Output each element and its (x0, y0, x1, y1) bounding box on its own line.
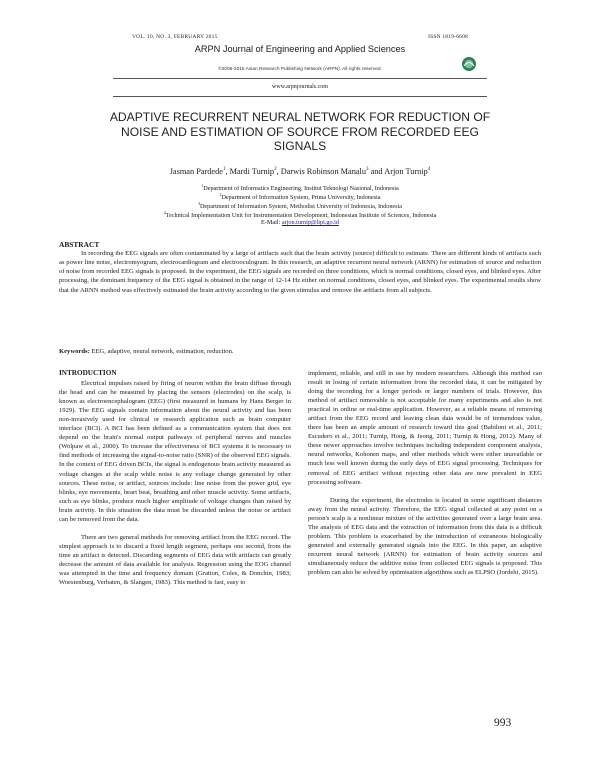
affiliation-sup: 2 (219, 192, 222, 197)
right-column (308, 369, 542, 577)
author-sup: 4 (427, 167, 431, 173)
abstract-text: In recording the EEG signals are often contaminated by a large of artifacts such that the brain activity (source) difficult to estimate. There are different kinds of artifacts such as power line noise, electromyogram, electrocardiogram and electrooculogram. In this research, an adaptive recurrent neural network (ARNN) for estimation of source and reduction of noise from recorded EEG signals is proposed. In the experiment, the EEG signals are recorded on three conditions, which is normal conditions, closed eyes, and blinked eyes. After processing, the dominant frequency of the EEG signal is obtained in the range of 12-14 Hz either on normal conditions, closed eyes, and blinked eyes. The experimental results show that the ARNN method was effectively estimated the brain activity according to the given stimulus and remove the artifacts from all subjects. (59, 250, 541, 294)
body-paragraph: implement, reliable, and still in use by modern researchers. Although this method can result in losing of certain information from the recorded data, it can be mitigated by doing the recording for a longer periods or larger numbers of trials. However, this method of artifact removable is not acceptable for many experiments and also is not practical in online or real-time application. However, as a reliable means of removing artifact from the EEG record and leaving clean data would be of tremendous value, there has been an ample amount of research toward this goal (Babiloni et al., 2011; Escudero et al., 2011; Turnip, Hong, & Jeong, 2011; Turnip & Hong, 2012). Many of these newer approaches involve techniques including independent component analysis, neural networks, Kohonen maps, and other methods which were either unavailable or much less well known during the early days of EEG signal processing. Techniques for removal of EEG artifact without rejecting other data are now prevalent in EEG processing software. (308, 370, 542, 486)
affiliation-sup: 1 (201, 183, 204, 188)
header-divider (113, 78, 487, 79)
affiliation-sup: 4 (163, 210, 166, 215)
author-name: Mardi Turnip (229, 167, 275, 176)
email-label: E-Mail: (261, 219, 281, 226)
author-name: Arjon Turnip (384, 167, 428, 176)
affiliation-sup: 3 (197, 201, 200, 206)
affiliation-text: Department of Information System, Methodist University of Indonesia, Indonesia (199, 203, 403, 211)
author-name: Jasman Pardede (169, 167, 223, 176)
author-list: Jasman Pardede$^1$, Mardi Turnip$^2$, Darwis Robinson Manalu$^3$ and Arjon Turnip$^4$ (169, 167, 431, 176)
affiliation-text: Department of Informatics Engineering, Institut Teknologi Nasional, Indonesia (203, 185, 399, 193)
author-sup: 1 (222, 167, 226, 173)
keywords-label: Keywords: (59, 348, 90, 355)
volume-info: VOL. 10, NO. 3, FEBRUARY 2015 (132, 34, 218, 40)
body-paragraph: Electrical impulses raised by firing of neuron within the brain diffuse through the head and can be measured by placing the sensors (electrodes) on the scalp, is known as electroencephalogram (EEG) (first measured in humans by Hans Berger in 1929). The EEG signals contain information about the neural activity and has been non-invasively used for clinical or research application such as brain computer interface (BCI). A BCI has been defined as a communication system that does not depend on the brain's normal output pathways of peripheral nerves and muscles (Wolpaw et al., 2000). To increase the effectiveness of BCI systems it is necessary to find methods of increasing the signal-to-noise ratio (SNR) of the observed EEG signals. In the context of EEG driven BCIs, the signal is endogenous brain activity measured as voltage changes at the scalp while noise is any voltage change generated by other sources. These noise, or artifact, sources include: line noise from the power grid, eye blinks, eye movements, heart beat, breathing and other muscle activity. Some artifacts, such as eye blinks, produce much higher amplitude of voltage changes than raised by brain activity. In this situation the data must be discarded unless the noise or artifact can be removed from the data. (59, 380, 292, 523)
author-sup: 3 (366, 167, 369, 173)
page-number: 993 (494, 717, 512, 729)
author-sup: 2 (274, 167, 277, 173)
abstract-heading: ABSTRACT (59, 240, 100, 249)
body-paragraph: During the experiment, the electrodes is located in some significant distances away from the neural activity. Therefore, the EEG signal collected at any point on a person's scalp is a nonlinear mixture of the activities generated over a large brain area. The analysis of EEG data and the extraction of information from this data is a difficult problem. This problem is exacerbated by the introduction of extraneous biologically generated and externally generated signals into the EEG. In this paper, an adaptive recurrent neural network (ARNN) for estimation of brain activity sources and simultaneously reduce the additive noise from collected EEG signals is proposed. This problem can also be solved by optimisation algorithms such as ELPSO (Jordehi, 2015). (308, 496, 542, 576)
header-divider (113, 96, 487, 97)
email-line (0, 218, 600, 227)
keywords-line (59, 348, 541, 355)
affiliation-text: Technical Implementation Unit for Instrumentation Development, Indonesian Institute of Sciences, Indonesia (165, 212, 437, 220)
issn: ISSN 1819-6608 (428, 34, 468, 40)
journal-name: ARPN Journal of Engineering and Applied Sciences (194, 44, 406, 54)
introduction-heading: INTRODUCTION (59, 369, 117, 377)
paper-title: ADAPTIVE RECURRENT NEURAL NETWORK FOR REDUCTION OF NOISE AND ESTIMATION OF SOURCE FROM RECORDED EEG SIGNALS (109, 110, 491, 154)
left-column (59, 369, 291, 587)
author-name: Darwis Robinson Manalu (280, 167, 367, 176)
journal-website: www.arpnjournals.com (272, 84, 328, 90)
affiliation-text: Department of Information System, Prima University, Indonesia (221, 194, 381, 202)
body-paragraph: There are two general methods for removing artifact from the EEG record. The simplest approach is to discard a fixed length segment, perhaps one second, from the time an artifact is detected. Discarding segments of EEG data with artifacts can greatly decrease the amount of data available for analysis. Regression using the EOG channel was attempted in the time and frequency domain (Gratton, Coles, & Donchin, 1983; Woestenburg, Verbaten, & Slangen, 1983). This method is fast, easy to (59, 533, 291, 587)
copyright-line: ©2006-2015 Asian Research Publishing Network (ARPN). All rights reserved. (218, 67, 382, 72)
keywords-text: EEG, adaptive, neural network, estimation, reduction. (91, 348, 234, 355)
email-link[interactable]: arjon.turnip@lipi.go.id (281, 219, 339, 226)
